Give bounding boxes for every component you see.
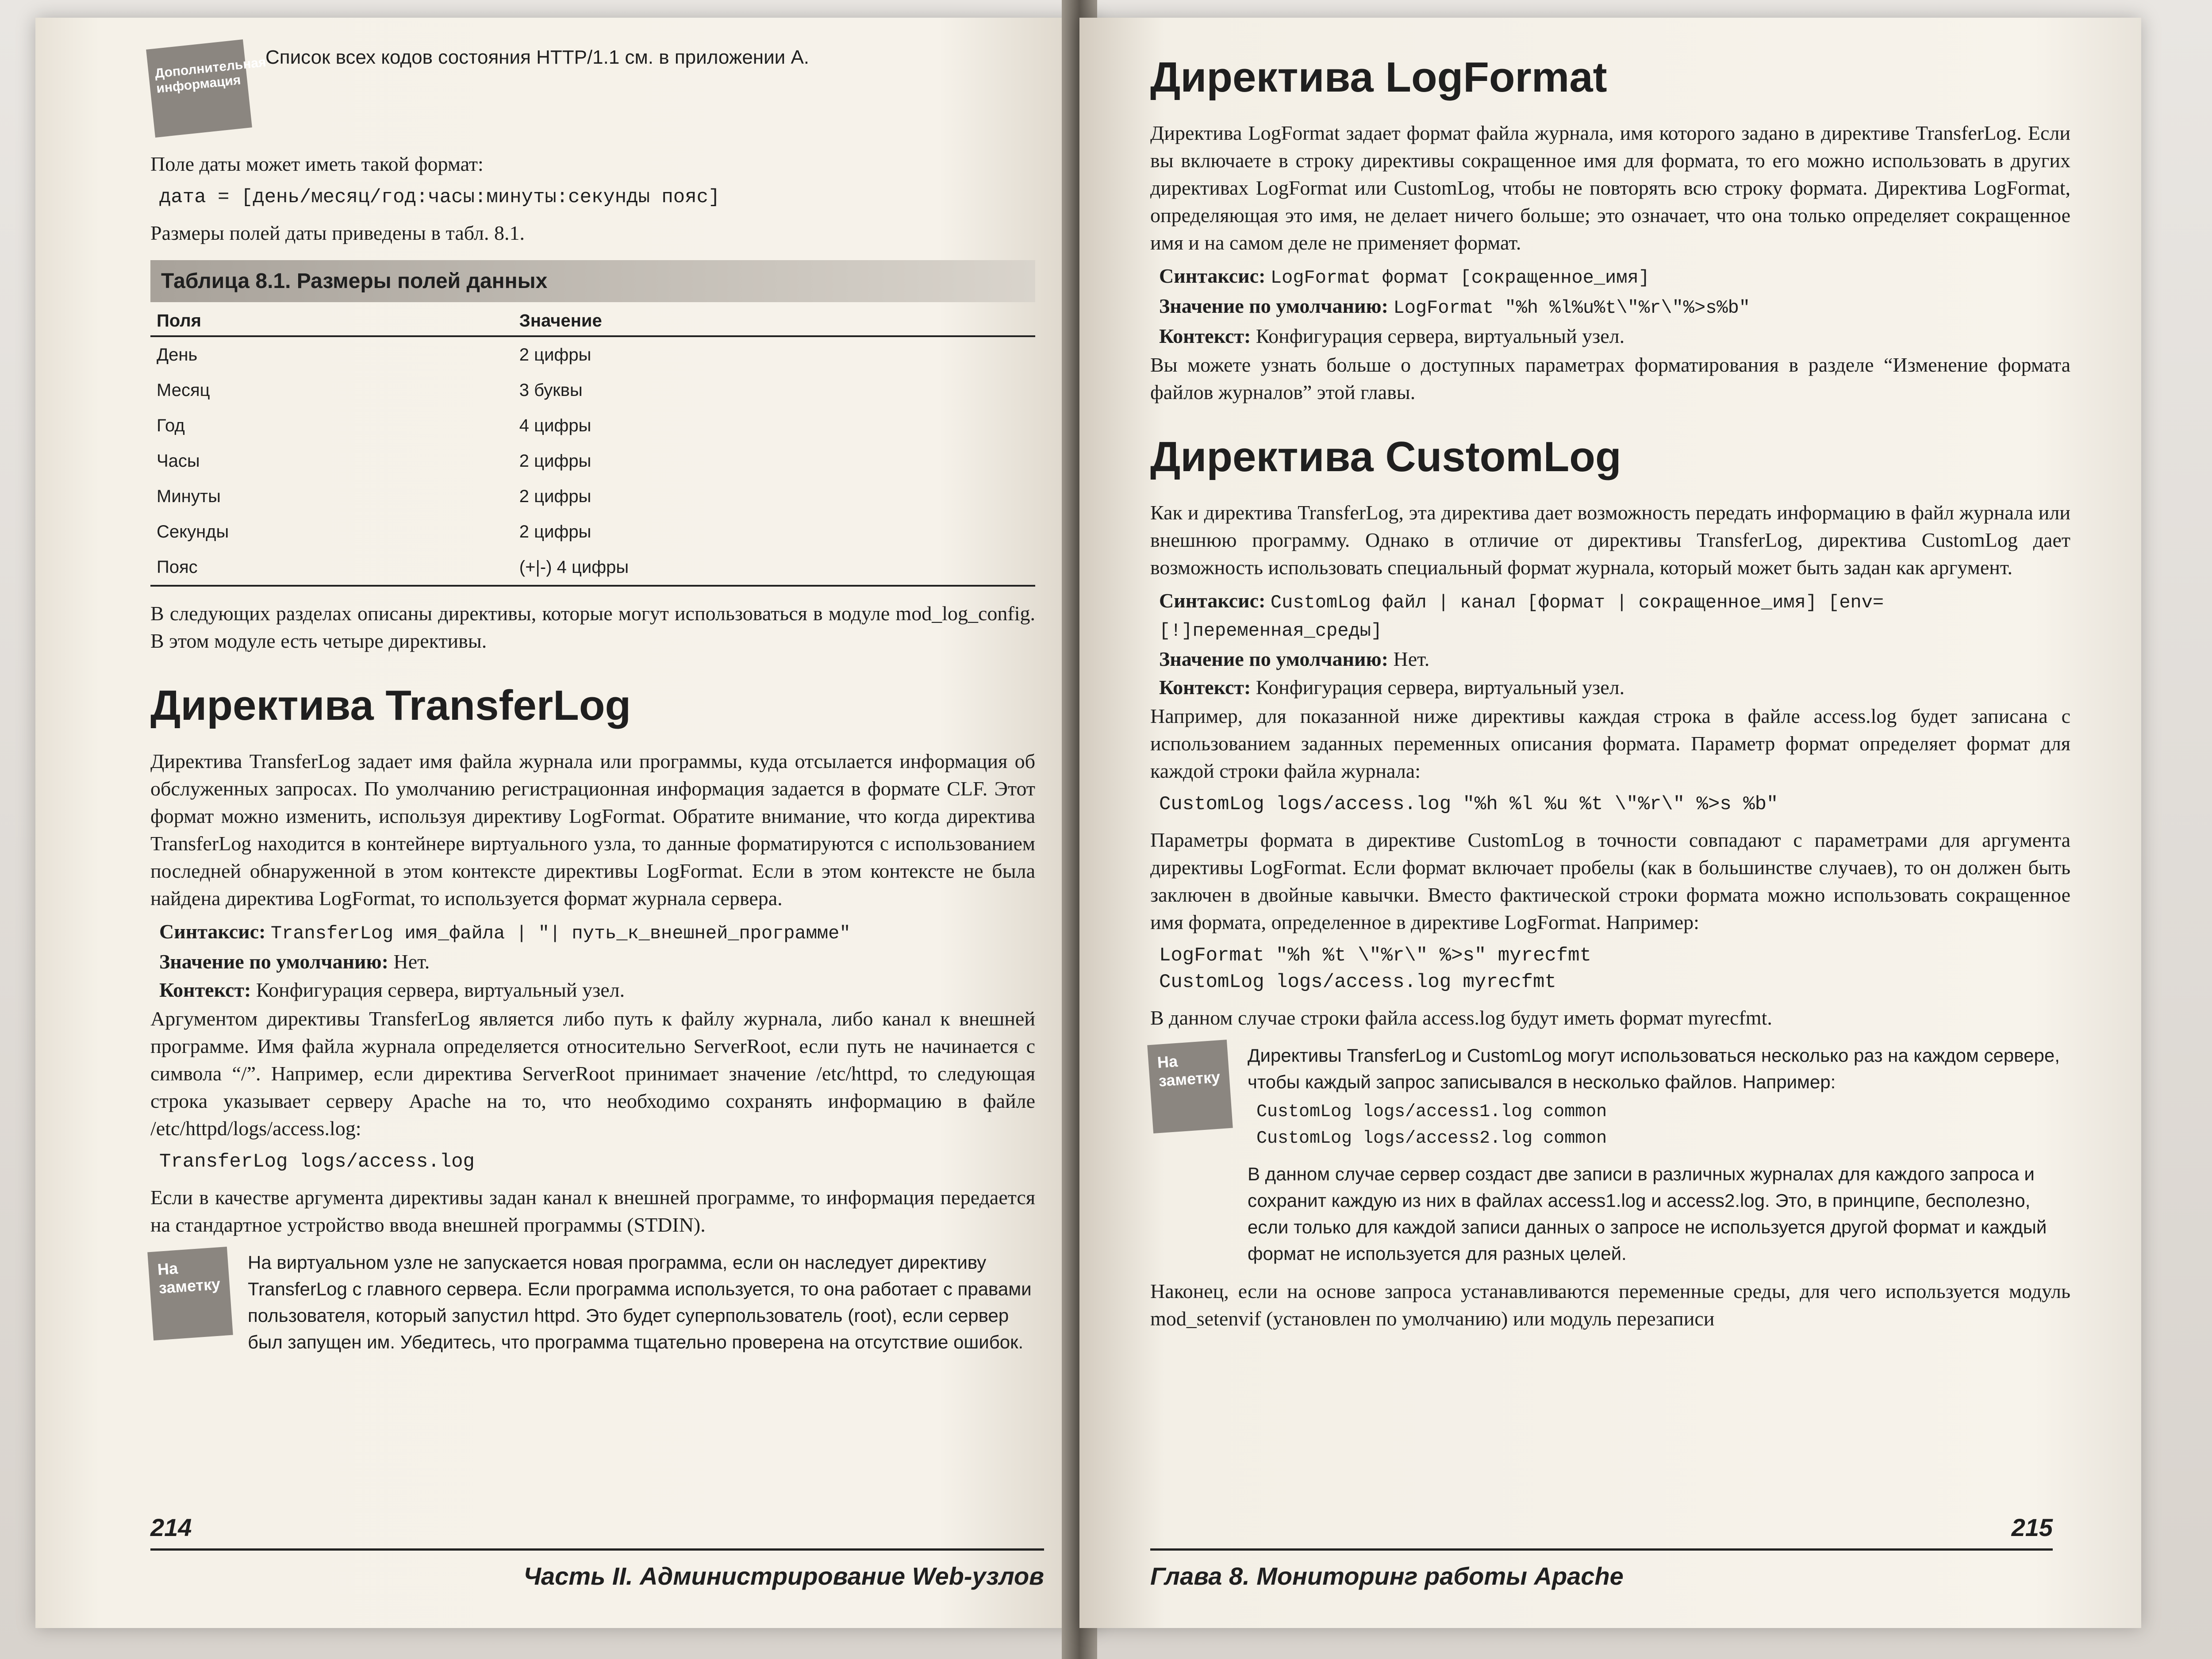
syntax-label: Синтаксис: <box>1159 265 1266 287</box>
customlog-example-intro: Например, для показанной ниже директивы каждая строка в файле access.log будет записана с использованием заданных переменных описания формата. Параметр формат определяет формат для каждой строки файла журнала: <box>1150 705 2070 782</box>
syntax-value: CustomLog файл | канал [формат | сокращенное_имя] [env=[!]переменная_среды] <box>1159 592 1884 641</box>
cell-field: День <box>157 345 198 365</box>
customlog-desc: Как и директива TransferLog, эта директива дает возможность передать информацию в файл журнала или внешнюю программу. Однако в отличие от директивы TransferLog, директива CustomLog дает возможность использовать специальный формат журнала, который может быть задан как аргумент. <box>1150 501 2070 579</box>
default-label: Значение по умолчанию: <box>1159 295 1388 317</box>
env-vars-desc: Наконец, если на основе запроса устанавливаются переменные среды, для чего используется модуль mod_setenvif (установлен по умолчанию) или модуль перезаписи <box>1150 1280 2070 1330</box>
cell-value: 2 цифры <box>519 345 591 365</box>
context-label: Контекст: <box>159 979 251 1001</box>
note-code: CustomLog logs/access1.log common CustomLog logs/access2.log common <box>1256 1102 1607 1148</box>
note-badge: На заметку <box>1147 1040 1233 1133</box>
table-row <box>150 479 1035 514</box>
left-footer <box>150 1513 1044 1601</box>
heading-transferlog: Директива TransferLog <box>150 682 631 729</box>
note-text-2: В данном случае сервер создаст две записи в различных журналах для каждого запроса и сохранит каждую из них в файлах access1.log и access2.log. Это, в принципе, бесполезно, если только для каждой записи данных о запросе не используется другой формат и каждый формат не используется для разных целей. <box>1248 1164 2047 1264</box>
context-value: Конфигурация сервера, виртуальный узел. <box>1256 676 1625 699</box>
transferlog-arg-desc: Аргументом директивы TransferLog является либо путь к файлу журнала, либо канал к внешней программе. Имя файла журнала определяется относительно ServerRoot, если путь не начинается с символа “/”. Например, если директива ServerRoot принимает значение /etc/httpd, то следующая строка указывает серверу Apache на то, что необходимо сохранять информацию в файле /etc/httpd/logs/access.log: <box>150 1007 1035 1140</box>
syntax-value: TransferLog имя_файла | "| путь_к_внешней_программе" <box>270 923 851 944</box>
page-number: 214 <box>150 1513 192 1541</box>
logformat-desc: Директива LogFormat задает формат файла журнала, имя которого задано в директиве TransferLog. Если вы включаете в строку директивы сокращенное имя для формата, то его можно использовать в других директивах LogFormat или CustomLog, чтобы не повторять всю строку формата. Директива LogFormat, определяющая это имя, не делает ничего больше; это означает, что она только определяет сокращенное имя и на самом деле не применяет формат. <box>1150 122 2070 254</box>
cell-value: 4 цифры <box>519 416 591 435</box>
table-row <box>150 336 1035 373</box>
sizes-ref: Размеры полей даты приведены в табл. 8.1. <box>150 222 525 244</box>
cell-field: Пояс <box>150 549 513 586</box>
table-row <box>150 373 1035 408</box>
default-line <box>1159 646 2070 672</box>
footer-rule <box>150 1548 1044 1551</box>
note-text: На виртуальном узле не запускается новая программа, если он наследует директиву TransferLog с главного сервера. Если программа используется, то она работает с правами пользователя, который запустил httpd. Это будет суперпользователь (root), если сервер был запущен им. Убедитесь, что программа тщательно проверена на отсутствие ошибок. <box>248 1252 1032 1352</box>
syntax-line <box>1159 263 2070 291</box>
table-row <box>150 549 1035 586</box>
running-head: Глава 8. Мониторинг работы Apache <box>1150 1562 1624 1590</box>
context-label: Контекст: <box>1159 325 1251 347</box>
note-content <box>1248 1042 2070 1267</box>
cell-value: 3 буквы <box>519 380 583 400</box>
info-badge: Дополнительная информация <box>146 39 252 138</box>
cell-value: (+|-) 4 цифры <box>513 549 1035 586</box>
date-fields-table <box>150 307 1035 587</box>
customlog-code: CustomLog logs/access.log "%h %l %u %t \"%r\" %>s %b" <box>1159 793 1778 815</box>
transferlog-code: TransferLog logs/access.log <box>159 1151 475 1173</box>
note-text: Директивы TransferLog и CustomLog могут использоваться несколько раз на каждом сервере, чтобы каждый запрос записывался в несколько файлов. Например: <box>1248 1045 2060 1092</box>
after-table-text: В следующих разделах описаны директивы, которые могут использоваться в модуле mod_log_config. В этом модуле есть четыре директивы. <box>150 602 1035 652</box>
cell-field: Месяц <box>157 380 210 400</box>
heading-customlog: Директива CustomLog <box>1150 433 1621 480</box>
logformat-more: Вы можете узнать больше о доступных параметрах форматирования в разделе “Изменение формата файлов журналов” этой главы. <box>1150 353 2070 403</box>
syntax-label: Синтаксис: <box>1159 589 1266 612</box>
page-number: 215 <box>2011 1513 2053 1541</box>
cell-field: Год <box>157 416 185 435</box>
pipe-desc: Если в качестве аргумента директивы задан канал к внешней программе, то информация передается на стандартное устройство ввода внешней программы (STDIN). <box>150 1186 1035 1236</box>
syntax-line <box>1159 588 2070 644</box>
cell-value: 2 цифры <box>519 487 591 506</box>
date-code: дата = [день/месяц/год:часы:минуты:секунды пояс] <box>159 186 720 208</box>
date-intro: Поле даты может иметь такой формат: <box>150 153 484 175</box>
default-value: Нет. <box>1393 648 1430 670</box>
table-row <box>150 443 1035 479</box>
syntax-label: Синтаксис: <box>159 920 266 943</box>
default-line <box>159 949 1035 975</box>
context-label: Контекст: <box>1159 676 1251 699</box>
context-line <box>1159 323 2070 349</box>
syntax-line <box>159 918 1035 947</box>
format-params-desc: Параметры формата в директиве CustomLog в точности совпадают с параметрами для аргумента директивы LogFormat. Если формат включает пробелы (как в большинстве случаев), то он должен быть заключен в двойные кавычки. Вместо фактической строки формата можно использовать сокращенное имя формата, определенное в директиве LogFormat. Например: <box>1150 829 2070 933</box>
note-box <box>1150 1042 2070 1267</box>
default-value: Нет. <box>393 950 430 973</box>
cell-value: 2 цифры <box>519 522 591 541</box>
running-head: Часть II. Администрирование Web-узлов <box>523 1562 1044 1590</box>
cell-field: Секунды <box>157 522 229 541</box>
col-value: Значение <box>513 307 1035 336</box>
note-box <box>150 1249 1035 1356</box>
col-field: Поля <box>150 307 513 336</box>
note-badge: На заметку <box>147 1247 233 1340</box>
cell-field: Часы <box>157 451 200 471</box>
default-line <box>1159 293 2070 321</box>
transferlog-desc: Директива TransferLog задает имя файла журнала или программы, куда отсылается информация об обслуженных запросах. По умолчанию регистрационная информация задается в формате CLF. Этот формат можно изменить, используя директиву LogFormat. Обратите внимание, что когда директива TransferLog находится в контейнере виртуального узла, то данные форматируются с использованием последней обнаруженной в этом контексте директивы LogFormat. Если в этом контексте не была найдена директива LogFormat, то используется формат журнала сервера. <box>150 750 1035 910</box>
info-note <box>150 44 1035 133</box>
default-label: Значение по умолчанию: <box>159 950 388 973</box>
logformat-code: LogFormat "%h %t \"%r\" %>s" myrecfmt CustomLog logs/access.log myrecfmt <box>1159 945 1591 993</box>
context-value: Конфигурация сервера, виртуальный узел. <box>256 979 625 1001</box>
syntax-value: LogFormat формат [сокращенное_имя] <box>1270 267 1650 288</box>
context-line <box>1159 674 2070 701</box>
right-page <box>1079 18 2141 1628</box>
default-label: Значение по умолчанию: <box>1159 648 1388 670</box>
context-value: Конфигурация сервера, виртуальный узел. <box>1256 325 1625 347</box>
right-footer <box>1150 1513 2053 1601</box>
footer-rule <box>1150 1548 2053 1551</box>
context-line <box>159 977 1035 1003</box>
default-value: LogFormat "%h %l%u%t\"%r\"%>s%b" <box>1393 297 1751 319</box>
table-row <box>150 408 1035 443</box>
cell-field: Минуты <box>157 487 221 506</box>
table-title: Таблица 8.1. Размеры полей данных <box>150 260 1035 302</box>
left-page <box>35 18 1097 1628</box>
cell-value: 2 цифры <box>519 451 591 471</box>
table-row <box>150 514 1035 549</box>
myrecfmt-desc: В данном случае строки файла access.log будут иметь формат myrecfmt. <box>1150 1006 1772 1029</box>
heading-logformat: Директива LogFormat <box>1150 54 1607 101</box>
info-text: Список всех кодов состояния HTTP/1.1 см. в приложении А. <box>265 46 810 68</box>
